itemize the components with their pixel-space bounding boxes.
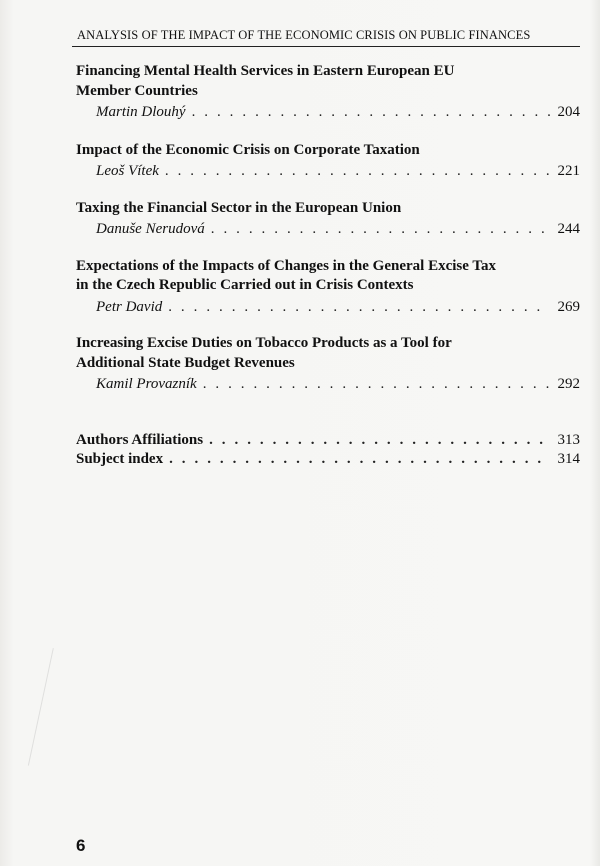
running-header: ANALYSIS OF THE IMPACT OF THE ECONOMIC CRISIS ON PUBLIC FINANCES [77,28,531,42]
toc-entry[interactable] [76,334,580,395]
chapter-author: Kamil Provazník [96,376,197,392]
chapter-title-line: Financing Mental Health Services in Eastern European EU [76,63,455,79]
page-number: 314 [557,451,580,467]
author-line [76,162,580,182]
chapter-title [76,141,580,161]
dot-leader [192,103,550,123]
chapter-title [76,62,580,101]
chapter-title-line: Member Countries [76,82,198,99]
toc-backmatter-index[interactable] [76,450,580,470]
dot-leader [203,375,550,395]
chapter-title-line: in the Czech Republic Carried out in Crisis Contexts [76,277,414,293]
page-number: 292 [557,376,580,392]
chapter-title [76,199,580,219]
chapter-title-line: Increasing Excise Duties on Tobacco Products as a Tool for [76,335,452,351]
page-smudge [28,648,83,772]
page-number: 269 [557,298,580,315]
page-folio: 6 [76,836,86,855]
backmatter-label: Authors Affiliations [76,431,204,448]
page-number: 204 [557,104,580,120]
chapter-title-line: Impact of the Economic Crisis on Corporate Taxation [76,141,420,158]
chapter-title-line: Taxing the Financial Sector in the European Union [76,199,402,216]
page-number: 313 [557,431,580,448]
chapter-title [76,334,580,373]
header-rule [72,46,580,47]
dot-leader [168,298,550,318]
author-line [76,103,580,123]
toc-backmatter-authors[interactable] [76,431,580,451]
backmatter-label: Subject index [76,451,164,467]
chapter-title-line: Additional State Budget Revenues [76,354,295,371]
toc-entry[interactable] [76,257,580,318]
chapter-title [76,257,580,296]
chapter-author: Danuše Nerudová [96,221,205,237]
table-of-contents [76,62,580,470]
author-line [76,298,580,318]
author-line [76,220,580,240]
author-line [76,375,580,395]
page-number: 244 [557,221,580,237]
chapter-author: Martin Dlouhý [96,104,186,120]
toc-entry[interactable] [76,62,580,123]
dot-leader [211,220,550,240]
toc-entry[interactable] [76,141,580,182]
dot-leader [165,162,550,182]
dot-leader [169,450,550,470]
dot-leader [209,431,550,451]
page-number: 221 [557,163,580,179]
toc-entry[interactable] [76,199,580,240]
chapter-author: Petr David [96,298,163,315]
chapter-title-line: Expectations of the Impacts of Changes in the General Excise Tax [76,257,496,274]
chapter-author: Leoš Vítek [96,163,159,179]
